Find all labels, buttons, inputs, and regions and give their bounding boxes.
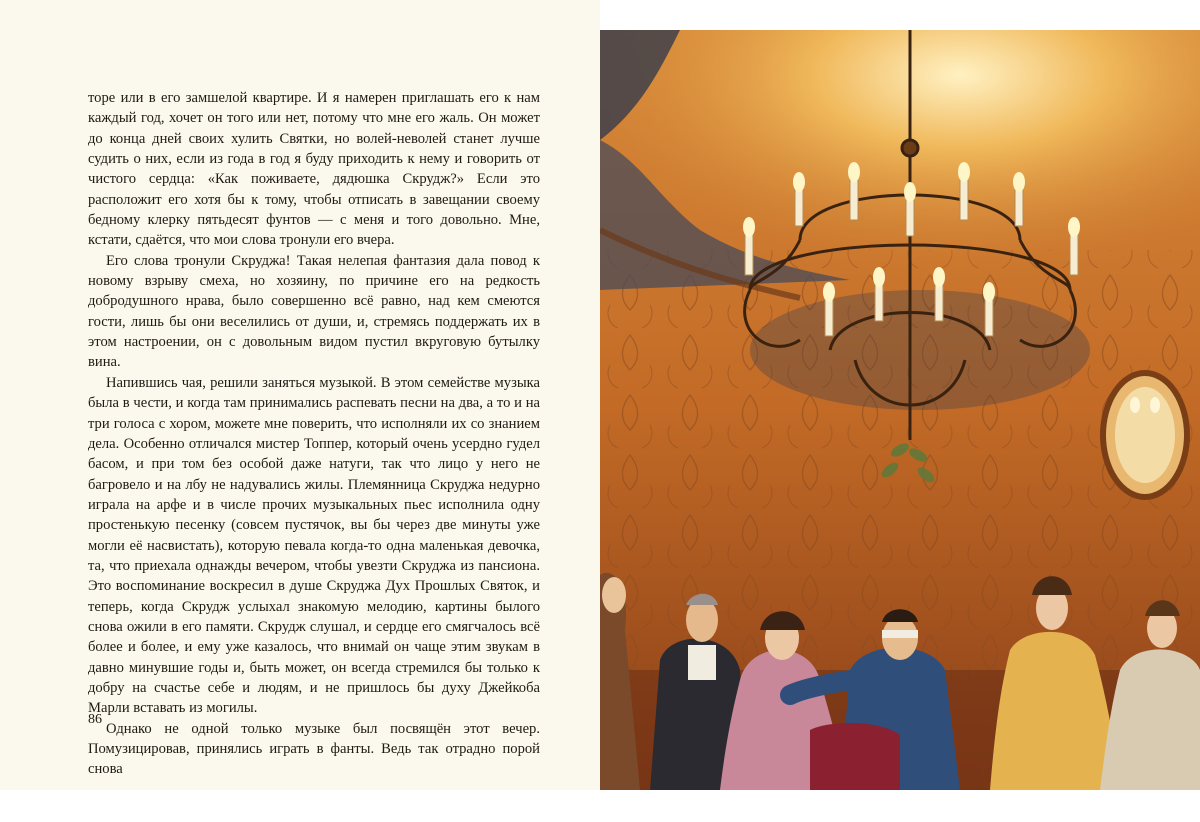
illustration-parlour-scene bbox=[600, 30, 1200, 790]
paragraph-1: торе или в его замшелой квартире. И я намерен приглашать его к нам каждый год, хочет он того или нет, потому что мне его жаль. Он может до конца дней своих хулить Святки, но волей-неволей станет лучше судить о них, если из года в год я буду приходить к нему и говорить от чистого сердца: «Как поживаете, дядюшка Скрудж?» Если это расположит его хотя бы к тому, чтобы отписать в завещании своему бедному клерку пятьдесят фунтов — с меня и того довольно. Мне, кстати, сдаётся, что мои слова тронули его вчера. bbox=[88, 90, 540, 249]
paragraph-4: Однако не одной только музыке был посвящён этот вечер. Помузицировав, принялись играть в фанты. Ведь так отрадно порой снова bbox=[88, 720, 540, 778]
body-text bbox=[88, 88, 540, 780]
wall-sconce bbox=[1103, 373, 1187, 497]
bottom-margin bbox=[0, 790, 1200, 822]
paragraph-3: Напившись чая, решили заняться музыкой. В этом семействе музыка была в чести, и когда там принимались распевать песни на два, а то и на три голоса с хором, можете мне поверить, что исполняли их со знанием дела. Особенно отличался мистер Топпер, который очень усердно гудел басом, и при том без особой даже натуги, так что лицо у него не багровело и на лбу не надувались жилы. Племянница Скруджа недурно играла на арфе и в числе прочих музыкальных пьес исполнила одну простенькую песенку (совсем пустячок, вы бы через две минуты уже могли её насвистать), которую певала когда-то одна маленькая девочка, та, что приехала однажды вечером, чтобы увезти Скруджа из пансиона. Это воспоминание воскресил в душе Скруджа Дух Прошлых Святок, и теперь, когда Скрудж услыхал знакомую мелодию, картины былого снова ожили в его памяти. Скрудж слушал, и сердце его смягчалось всё более и более, и ему уже казалось, что внимай он чаще этим звукам в давно минувшие годы и, быть может, он всегда стремился бы только к добру на счастье себе и людям, и не пришлось бы духу Джейкоба Марли вставать из могилы. bbox=[88, 374, 540, 717]
left-page bbox=[0, 0, 600, 790]
page-number: 86 bbox=[88, 712, 102, 727]
paragraph-2: Его слова тронули Скруджа! Такая нелепая фантазия дала повод к новому взрыву смеха, но хозяину, по причине его на редкость добродушного нрава, было совершенно всё равно, над кем смеются гости, лишь бы они веселились от души, и, стремясь поддержать их в этом настроении, он с довольным видом пустил вкруговую бутылку вина. bbox=[88, 252, 540, 371]
